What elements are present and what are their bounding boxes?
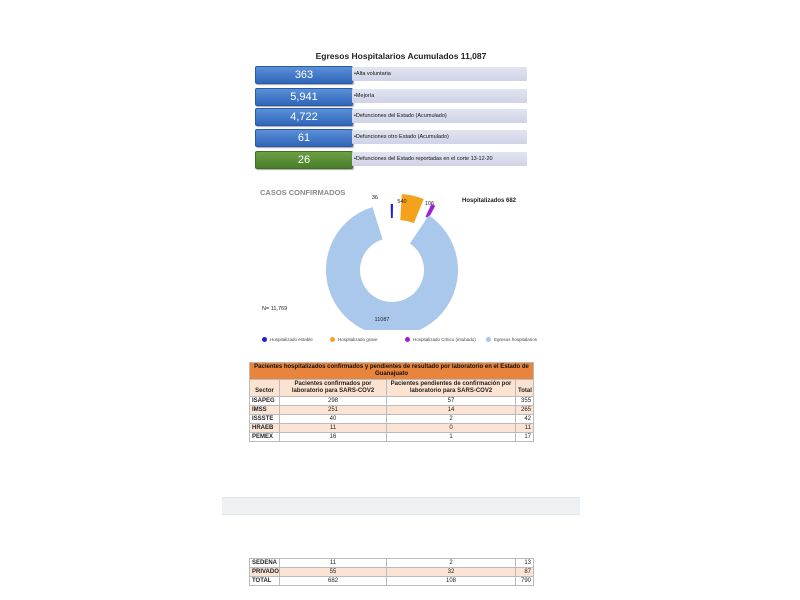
table-row <box>250 433 534 442</box>
legend-entry <box>405 337 476 342</box>
legend-label: Hospitalizado estable <box>270 337 313 342</box>
slice-data-label: 540 <box>397 199 407 205</box>
col-pending: Pacientes pendientes de confirmación por laboratorio para SARS-COV2 <box>387 380 516 397</box>
page-break-band <box>222 497 580 515</box>
table-row <box>250 568 534 577</box>
row-pending: 0 <box>387 424 516 433</box>
stat-row <box>255 151 527 167</box>
stat-value: 26 <box>255 151 353 169</box>
row-sector: TOTAL <box>250 577 280 586</box>
row-sector: ISSSTE <box>250 415 280 424</box>
legend-swatch <box>330 337 335 342</box>
col-confirmed: Pacientes confirmados por laboratorio para SARS-COV2 <box>280 380 387 397</box>
stat-label: •Alta voluntaria <box>352 67 527 81</box>
legend-label: Hospitalizado Crítico (intubado) <box>413 337 476 342</box>
slice-data-label: 36 <box>371 195 378 201</box>
row-sector: SEDENA <box>250 559 280 568</box>
table-row <box>250 424 534 433</box>
table-header-row <box>250 380 534 397</box>
col-sector: Sector <box>250 380 280 397</box>
slice-data-label: 11087 <box>374 317 390 323</box>
col-total: Total <box>516 380 534 397</box>
row-pending: 2 <box>387 559 516 568</box>
row-total: 13 <box>516 559 534 568</box>
row-confirmed: 40 <box>280 415 387 424</box>
stat-label: •Defunciones del Estado (Acumulado) <box>352 109 527 123</box>
stat-row <box>255 108 527 124</box>
row-total: 790 <box>516 577 534 586</box>
row-pending: 14 <box>387 406 516 415</box>
legend-swatch <box>262 337 267 342</box>
table-title-row <box>250 363 534 380</box>
row-confirmed: 682 <box>280 577 387 586</box>
row-total: 355 <box>516 397 534 406</box>
table-row <box>250 415 534 424</box>
legend-label: Egresos hospitalarios <box>494 337 538 342</box>
legend-label: Hospitalizado grave <box>338 337 378 342</box>
legend-entry <box>330 337 378 342</box>
row-confirmed: 16 <box>280 433 387 442</box>
table-title: Pacientes hospitalizados confirmados y pendientes de resultado por laboratorio en el Estado de Guanajuato <box>250 363 534 380</box>
stat-value: 5,941 <box>255 88 353 106</box>
row-total: 11 <box>516 424 534 433</box>
stat-row <box>255 66 527 82</box>
table-row <box>250 406 534 415</box>
legend-entry <box>262 337 313 342</box>
slice-data-label: 106 <box>425 201 435 207</box>
stat-row <box>255 129 527 145</box>
stat-value: 4,722 <box>255 108 353 126</box>
row-pending: 108 <box>387 577 516 586</box>
row-sector: PEMEX <box>250 433 280 442</box>
stat-value: 61 <box>255 129 353 147</box>
row-pending: 2 <box>387 415 516 424</box>
legend-swatch <box>486 337 491 342</box>
row-pending: 1 <box>387 433 516 442</box>
row-sector: IMSS <box>250 406 280 415</box>
hospitalized-table-continued <box>249 558 534 586</box>
stat-label: •Defunciones otro Estado (Acumulado) <box>352 130 527 144</box>
row-confirmed: 298 <box>280 397 387 406</box>
stat-label: •Mejoría <box>352 89 527 103</box>
hospitalized-table <box>249 362 534 442</box>
table-row <box>250 559 534 568</box>
slice-egresos-hospitalarios <box>326 207 458 330</box>
hospitalized-label: Hospitalizados 682 <box>462 198 517 204</box>
row-total: 87 <box>516 568 534 577</box>
slice-hospitalizado-estable <box>391 204 393 218</box>
row-sector: ISAPEG <box>250 397 280 406</box>
row-confirmed: 55 <box>280 568 387 577</box>
stat-value: 363 <box>255 66 353 84</box>
row-confirmed: 251 <box>280 406 387 415</box>
table-row <box>250 577 534 586</box>
legend-swatch <box>405 337 410 342</box>
row-pending: 57 <box>387 397 516 406</box>
table-row <box>250 397 534 406</box>
row-total: 42 <box>516 415 534 424</box>
page-title: Egresos Hospitalarios Acumulados 11,087 <box>315 51 487 61</box>
chart-title: CASOS CONFIRMADOS <box>260 188 346 197</box>
row-pending: 32 <box>387 568 516 577</box>
stat-label: •Defunciones del Estado reportadas en el corte 13-12-20 <box>352 152 527 166</box>
stat-row <box>255 88 527 104</box>
row-total: 17 <box>516 433 534 442</box>
row-confirmed: 11 <box>280 559 387 568</box>
row-total: 265 <box>516 406 534 415</box>
row-confirmed: 11 <box>280 424 387 433</box>
legend-entry <box>486 337 537 342</box>
row-sector: HRAEB <box>250 424 280 433</box>
row-sector: PRIVADO <box>250 568 280 577</box>
n-label: N= 11,769 <box>262 306 288 312</box>
